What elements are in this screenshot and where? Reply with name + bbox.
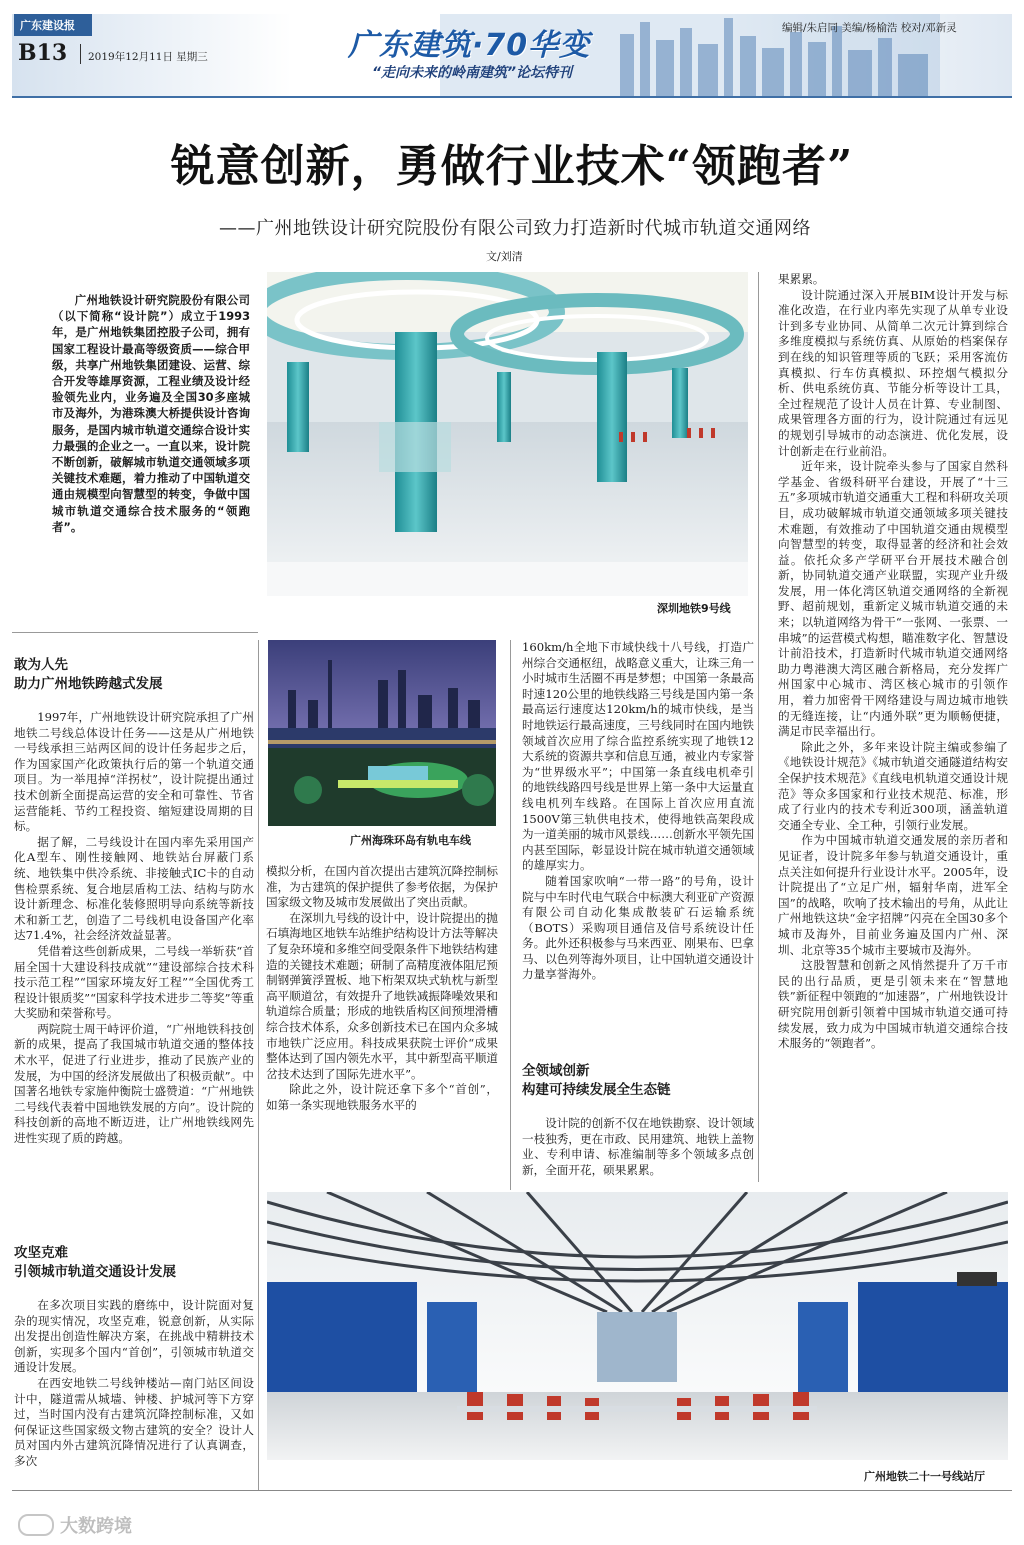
photo-guangzhou-line21 [267,1192,1008,1460]
section1-p4: 两院院士周干峙评价道，“广州地铁科技创新的成果，提高了我国城市轨道交通的整体技术水平，促进了行业进步，推动了民族产业的发展，为中国的经济发展做出了积极贡献”。中国著名地铁专家施仲衡院士盛赞道：“广州地铁二号线代表着中国地铁发展的方向”。设计院的科技创新的高地不断迈进，让广州地铁线网先进性实现了质的跨越。 [14,1021,254,1146]
watermark-text: 大数跨境 [60,1516,132,1537]
banner-title: 广东建筑·70华变 [348,28,591,63]
section2-p1: 在多次项目实践的磨练中，设计院面对复杂的现实情况，攻坚克难，锐意创新，从实际出发提出创造性解决方案，在挑战中精耕技术创新，实现多个国内“首创”，引领城市轨道交通设计发展。 [14,1298,254,1375]
section1-body [14,710,254,1147]
section3-p4: 除此之外，多年来设计院主编或参编了《地铁设计规范》《城市轨道交通隧道结构安全保护技术规范》《直线电机轨道交通设计规范》等众多国家和行业技术规范、标准，形成了行业内的技术专利近300项，涵盖轨道交通全专业、全工种，引领行业发展。 [778,739,1008,832]
middle-column-2 [522,640,754,983]
section2-heading [14,1244,254,1282]
page-number-divider [80,44,81,64]
photo-shenzhen-line9 [267,272,748,596]
section3-p5: 作为中国城市轨道交通发展的亲历者和见证者，设计院多年参与轨道交通设计，重点关注如何提升行业设计水平。2005年，设计院提出了“立足广州，辐射华南，进军全国”的战略，吹响了技术输出的号角，从此让广州地铁这块“金字招牌”闪亮在全国30多个城市及海外，目前业务遍及国内广州、深圳、北京等35个城市主要城市及海外。 [778,833,1008,957]
header-bottom-rule [12,96,1012,98]
section2-p5-rest: 160km/h全地下市域快线十八号线，打造广州综合交通枢纽，战略意义重大，让珠三角一小时城市生活圈不再是梦想；中国第一条最高时速120公里的地铁线路三号线是国内第一条最高运行速度达120km/h的城市快线，是当时地铁运行最高速度，三号线同时在国内地铁领域首次应用了综合监控系统实现了地铁12大系统的资源共享和信息互通，被业内专家誉为“世界级水平”；中国第一条直线电机牵引的地铁线路四号线是世界上第一条中大运量直线电机列车线路。在国际上首次应用直流1500V第三轨供电技术，使得地铁高架段成为一道美丽的城市风景线……创新水平领先国内甚至国际，彰显设计院在城市轨道交通领域的雄厚实力。 [522,640,754,873]
section1-p1: 1997年，广州地铁设计研究院承担了广州地铁二号线总体设计任务——这是从广州地铁一号线承担三站两区间的设计任务起步之后，作为国家国产化政策执行后的第一个轨道交通项目。为一举甩掉“洋拐杖”，设计院提出通过技术创新全面提高运营的安全和可靠性、节省运营能耗、节约工程投资、缩短建设周期的目标。 [14,710,254,834]
article-subtitle: ——广州地铁设计研究院股份有限公司致力打造新时代城市轨道交通网络 [219,218,811,239]
section2-p6: 随着国家吹响“一带一路”的号角，设计院与中车时代电气联合中标澳大利亚矿产资源有限公司自动化集成散装矿石运输系统（BOTS）采购项目通信及信号系统设计任务。此外还积极参与马来西亚、刚果布、巴拿马、以色列等海外项目，让中国轨道交通设计力量享誉海外。 [522,873,754,982]
photo-haizhu-tram [268,640,496,826]
caption-photo2: 广州海珠环岛有轨电车线 [350,834,471,847]
section2-p2: 在西安地铁二号线钟楼站—南门站区间设计中，隧道需从城墙、钟楼、护城河等下方穿过，当时国内没有古建筑沉降控制标准，又如何保证这些国家级文物古建筑的安全？设计人员对国内外古建筑沉降情况进行了认真调查，多次 [14,1375,254,1468]
section3-p1-end: 果累累。 [778,272,825,286]
lead-paragraph [52,292,250,535]
lead-bottom-rule [12,632,258,633]
section2-heading-1: 攻坚克难 [14,1245,68,1261]
section2-p4: 在深圳九号线的设计中，设计院提出的抛石填海地区地铁车站维护结构设计方法等解决了复杂环境和多维空间受限条件下地铁结构建造的关键技术难题；研制了高精度液体阻尼预制钢弹簧浮置板、地下桁架双块式轨枕与新型高平顺道岔，有效提升了地铁减振降噪效果和轨道综合质量；形成的地铁盾构区间预埋滑槽综合技术体系，众多创新技术已在国内众多城市地铁广泛应用。科技成果获院士评价“成果整体达到了国内领先水平，其中新型高平顺道岔技术达到了国际先进水平”。 [266,910,498,1081]
watermark-icon [18,1514,54,1536]
section2-heading-2: 引领城市轨道交通设计发展 [14,1264,176,1280]
byline: 文/刘清 [486,250,523,263]
caption-photo1: 深圳地铁9号线 [657,602,731,615]
section3-p3: 近年来，设计院牵头参与了国家自然科学基金、省级科研平台建设，开展了“十三五”多项城市轨道交通重大工程和科研攻关项目，成功破解城市轨道交通领域多项关键技术难题，有效推动了中国轨道交通由规模型向智慧型的转变，取得显著的经济和社会效益。依托众多产学研平台开展技术融合创新，协同轨道交通产业联盟，实现产业升级发展，用一体化湾区轨道交通网络的全新视野、超前规划，重新定义城市轨道交通的未来；以轨道网络为骨干“一张网、一张票、一串城”的运营模式构想，瞄准数字化、智慧设计前沿技术，打造新时代城市轨道交通网络助力粤港澳大湾区融合新格局，充分发挥广州国家中心城市、湾区核心城市的引领作用，着力加密骨干网络建设与周边城市地铁的无缝连接，让“内通外联”更为顺畅便捷，满足市民幸福出行。 [778,459,1008,739]
section3-heading [522,1062,754,1100]
section3-p1: 设计院的创新不仅在地铁勘察、设计领域一枝独秀，更在市政、民用建筑、地铁上盖物业、专利申请、标准编制等多个领域多点创新，全面开花，硕果累累。 [522,1116,754,1177]
section1-p3: 凭借着这些创新成果，二号线一举斩获“首届全国十大建设科技成就”“建设部综合技术科技示范工程”“国家环境友好工程”“全国优秀工程设计银质奖”“国家科学技术进步二等奖”等重大奖励和荣誉称号。 [14,943,254,1021]
section1-heading-2: 助力广州地铁跨越式发展 [14,676,163,692]
issue-date: 2019年12月11日 星期三 [88,51,208,63]
section3-p2: 设计院通过深入开展BIM设计开发与标准化改造，在行业内率先实现了从单专业设计到多专业协同、从简单二次元计算到综合多维度模拟与系统仿真、从原始的档案保存到在线的知识管理等质的飞跃；采用客流仿真模拟、行车仿真模拟、环控烟气模拟分析、供电系统仿真、节能分析等设计工具，全过程规范了设计人员在计算、专业制图、成果管理各方面的行为，设计院通过有远见的规划引导城市的动态演进、优化发展，设计创新走在行业前沿。 [778,287,1008,458]
section1-heading [14,656,254,694]
section3-heading-1: 全领域创新 [522,1063,590,1079]
caption-photo3: 广州地铁二十一号线站厅 [864,1470,985,1483]
right-column [778,272,1008,1052]
footer-rule [12,1490,1012,1491]
section3-heading-2: 构建可持续发展全生态链 [522,1082,671,1098]
section2-p5-start: 除此之外，设计院还拿下多个“首创”，如第一条实现地铁服务水平的 [266,1082,498,1112]
section1-heading-1: 敢为人先 [14,657,68,673]
watermark [18,1512,132,1538]
column-rule-2 [510,640,511,1190]
page-number: B13 [18,40,68,66]
section1-p2: 据了解，二号线设计在国内率先采用国产化A型车、刚性接触网、地铁站台屏蔽门系统、地铁集中供冷系统、非接触式IC卡的自动售检票系统、复合地层盾构工法、结构与防水设计新理念、标准化装修照明导向系统等新技术和新工艺，创造了二号线机电设备国产化率达71.4%，社会经济效益显著。 [14,834,254,943]
paper-name: 广东建设报 [20,19,75,32]
section3-p6: 这股智慧和创新之风悄然提升了万千市民的出行品质，更是引领未来在“智慧地铁”新征程中领跑的“加速器”，广州地铁设计研究院用创新引领着中国城市轨道交通可持续发展，致力成为中国城市轨道交通综合技术服务的“领跑者”。 [778,958,1008,1051]
section2-body-start [14,1298,254,1470]
credits: 编辑/朱启同 美编/杨榆浩 校对/邓新灵 [782,22,957,34]
banner-subtitle: “走向未来的岭南建筑”论坛特刊 [372,65,573,81]
column-rule-1 [758,272,759,1182]
column-rule-3 [258,640,259,1490]
section3-body-start [522,1116,754,1178]
section2-p3: 模拟分析，在国内首次提出古建筑沉降控制标准，为古建筑的保护提供了参考依据，为保护国家级文物及城市发展做出了突出贡献。 [266,864,498,910]
middle-column-1 [266,864,498,1114]
article-title: 锐意创新，勇做行业技术“领跑者” [170,141,854,192]
lead-text: 广州地铁设计研究院股份有限公司（以下简称“设计院”）成立于1993年，是广州地铁集团控股子公司，拥有国家工程设计最高等级资质——综合甲级，共享广州地铁集团建设、运营、综合开发等雄厚资源，工程业绩及设计经验领先业内，业务遍及全国30多座城市及海外，为港珠澳大桥提供设计咨询服务，是国内城市轨道交通综合设计实力最强的企业之一。一直以来，设计院不断创新，破解城市轨道交通领域多项关键技术难题，着力推动了中国轨道交通由规模型向智慧型的转变，争做中国城市轨道交通综合技术服务的“领跑者”。 [52,293,250,534]
